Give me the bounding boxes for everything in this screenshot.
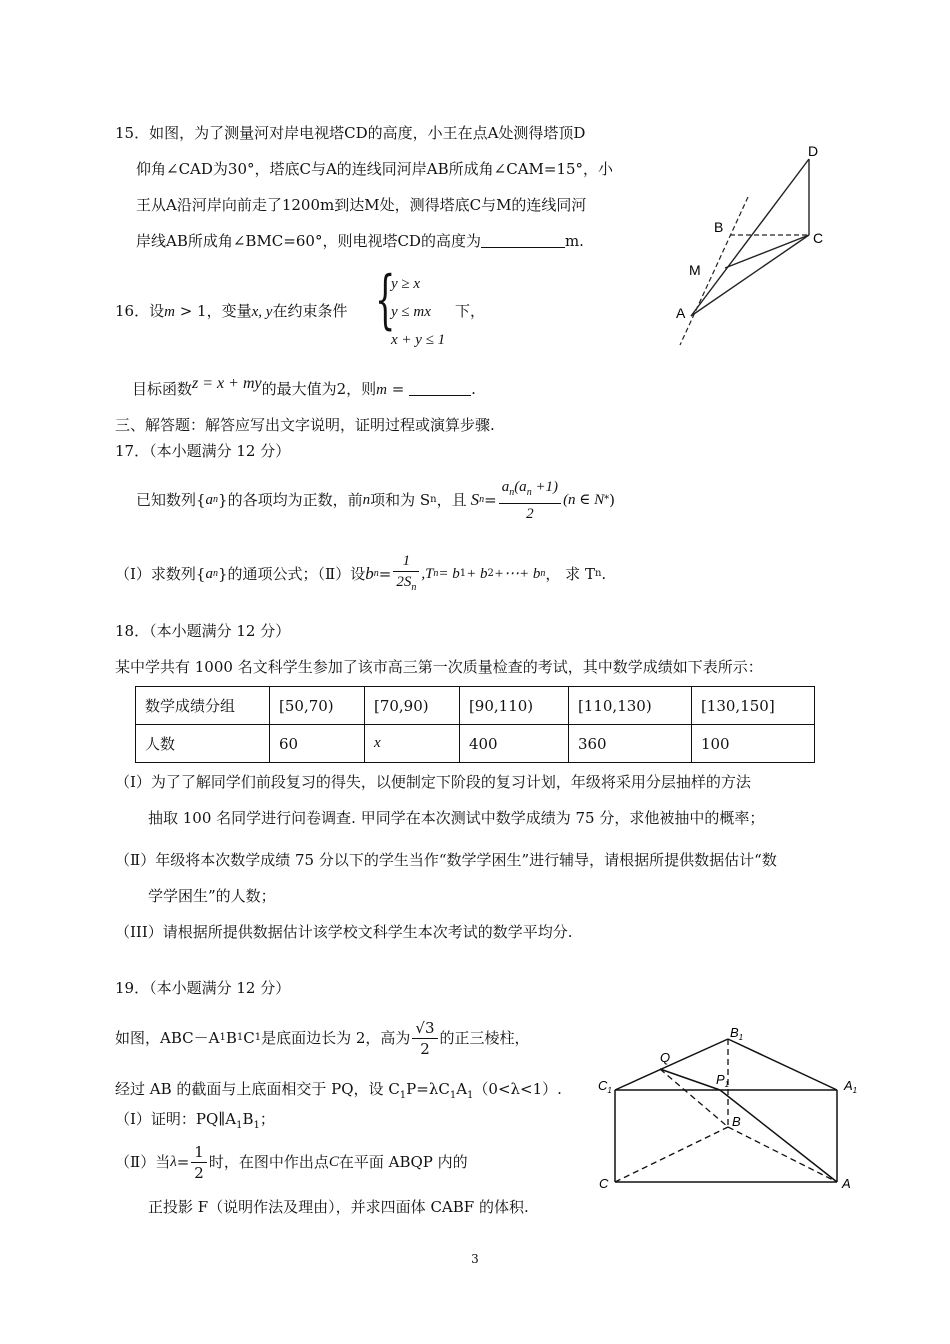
q17-plus-b: + b	[466, 566, 488, 582]
q19-sub-8: 1	[253, 1120, 260, 1131]
q19-l-den: 2	[194, 1163, 204, 1182]
q15-line-1	[115, 122, 585, 144]
q19-l3-a: （Ⅰ）证明：PQ∥A	[115, 1110, 237, 1128]
q16-constraint-1: y ≥ x	[391, 276, 421, 292]
q17-text-a: 已知数列{	[136, 491, 206, 509]
q19-lambda-fraction	[191, 1142, 207, 1183]
label-c1-sub: 1	[607, 1086, 612, 1095]
q17-part1-a: （Ⅰ）求数列{	[115, 565, 206, 583]
q17-Tn-sub: n	[433, 568, 439, 579]
q17-part2-end: .	[601, 565, 607, 583]
q17-domain-close: )	[609, 491, 616, 509]
q19-h-num: √3	[412, 1018, 437, 1039]
section-3-heading: 三、解答题：解答应写出文字说明，证明过程或演算步骤.	[115, 416, 495, 434]
label-b: B	[714, 219, 724, 235]
q19-l3-b: B	[242, 1110, 254, 1128]
q19-text-d: 是底面边长为 2，高为	[261, 1029, 411, 1047]
score-table	[135, 686, 815, 763]
label-p-sub: 1	[724, 1080, 730, 1089]
q19-text-a: 如图，ABC－A	[115, 1029, 220, 1047]
q17-frac-tail: +1)	[531, 478, 559, 495]
q19-sub-5: 1	[449, 1090, 457, 1101]
q17-part2-sub: n	[594, 568, 602, 579]
q17-sn-sub: n	[430, 494, 437, 505]
q19-l4-c: 在平面 ABQP 内的	[338, 1153, 468, 1171]
q19-text-e: 的正三棱柱，	[439, 1029, 530, 1047]
label-d: D	[808, 143, 819, 159]
q19-sub-4: 1	[399, 1090, 407, 1101]
q17-an-2-sub: n	[212, 568, 218, 579]
q19-text-b: B	[225, 1029, 237, 1047]
q19-height-fraction	[412, 1018, 437, 1059]
q17-Tn-rest: = b	[438, 566, 460, 582]
q19-sub-6: 1	[467, 1090, 474, 1101]
q19-lambda: λ	[170, 1154, 177, 1170]
q19-line-1	[115, 1012, 530, 1064]
label-a: A	[676, 305, 686, 321]
q19-l2-a: 经过 AB 的截面与上底面相交于 PQ，设 C	[115, 1080, 400, 1098]
q17-b2-sub: 2	[487, 568, 494, 579]
q16-maxval: 2	[336, 380, 347, 398]
q18-intro: 某中学共有 1000 名文科学生参加了该市高三第一次质量检查的考试，其中数学成绩如下表所示：	[115, 658, 763, 676]
q16-m-var: m	[376, 382, 388, 398]
q15-text-4b: m.	[564, 232, 584, 250]
q16-line2-e: .	[471, 380, 476, 398]
table-cell: 400	[459, 725, 568, 763]
label-m: M	[689, 262, 701, 278]
q19-l3-c: ；	[259, 1110, 275, 1128]
table-cell: [130,150]	[691, 687, 814, 725]
q19-sub-7: 1	[236, 1120, 243, 1131]
q16-line-1	[115, 300, 347, 323]
q19-line-5: 正投影 F（说明作法及理由），并求四面体 CABF 的体积.	[148, 1198, 529, 1216]
edge-cb-hidden	[615, 1127, 728, 1182]
label-a1-main: A	[844, 1078, 853, 1093]
q16-line2-d: =	[387, 380, 410, 398]
q19-line-2	[115, 1078, 562, 1107]
q17-b-fraction	[393, 551, 419, 598]
q16-post: 下，	[455, 302, 486, 320]
q16-objective: z = x + my	[192, 375, 262, 392]
label-b1	[730, 1025, 743, 1042]
q18-part2-line1: （Ⅱ）年级将本次数学成绩 75 分以下的学生当作“数学学困生”进行辅导，请根据所提供数据估计“数	[115, 851, 777, 869]
q18-part1-line2: 抽取 100 名同学进行问卷调查. 甲同学在本次测试中数学成绩为 75 分，求他被抽中的概率；	[148, 809, 765, 827]
q17-Sn-sub: n	[479, 494, 485, 505]
q19-title: 19．（本小题满分 12 分）	[115, 979, 291, 997]
q17-domain-sup: *	[604, 494, 610, 505]
label-p	[716, 1072, 729, 1089]
q17-frac-rest-sub: n	[526, 486, 532, 498]
q17-b1-sub: 1	[459, 568, 467, 579]
q19-sub-1: 1	[219, 1032, 226, 1043]
edge-c1b1	[615, 1039, 728, 1090]
line-ad	[691, 159, 809, 316]
q15-answer-blank[interactable]	[481, 231, 565, 248]
q17-n: n	[362, 492, 371, 508]
q17-bn: b	[365, 564, 374, 583]
q17-frac-den: 2	[526, 505, 534, 522]
q16-pre-a: 设	[149, 302, 165, 320]
edge-ba-hidden	[728, 1127, 837, 1182]
q17-bn2-sub: n	[540, 568, 546, 579]
q17-eq: =	[484, 491, 497, 509]
label-p-main: P	[716, 1072, 725, 1087]
q16-vars: x, y	[251, 304, 273, 320]
table-row	[136, 725, 815, 763]
q19-l-num: 1	[191, 1142, 207, 1163]
q17-domain: (n ∈ N	[563, 492, 605, 508]
q16-number: 16．	[115, 302, 150, 320]
q17-part1-b: }的通项公式；（Ⅱ）设	[217, 565, 366, 583]
q16-pre-b: ，变量	[206, 302, 252, 320]
table-cell: 数学成绩分组	[136, 687, 270, 725]
table-cell: 360	[568, 725, 691, 763]
q17-text-c: 项和为 S	[370, 491, 431, 509]
q15-text-1: 如图，为了测量河对岸电视塔CD的高度，小王在点A处测得塔顶D	[149, 124, 586, 142]
q17-frac-rest: (a	[514, 478, 527, 495]
q19-sub-2: 1	[236, 1032, 244, 1043]
q15-text-4a: 岸线AB所成角∠BMC=60°，则电视塔CD的高度为	[136, 232, 481, 250]
edge-qp	[660, 1069, 720, 1090]
q19-l2-b: P=λC	[406, 1080, 450, 1098]
q15-line-4	[136, 230, 584, 252]
q19-l2-d: （0<λ<1）.	[473, 1080, 562, 1098]
q17-Tn: ,T	[421, 566, 434, 582]
line-ac	[691, 235, 809, 316]
table-row	[136, 687, 815, 725]
q19-prism-figure	[590, 1020, 875, 1195]
label-c1	[598, 1078, 612, 1095]
q16-m: m	[164, 304, 175, 320]
table-cell: [110,130)	[568, 687, 691, 725]
q16-brace: {	[375, 263, 396, 337]
q17-fraction	[499, 477, 561, 524]
q17-title: 17．（本小题满分 12 分）	[115, 442, 291, 460]
q17-frac-a-sub: n	[509, 486, 515, 498]
q18-part3: （III）请根据所提供数据估计该学校文科学生本次考试的数学平均分.	[115, 923, 573, 941]
q17-Sn: S	[470, 490, 480, 509]
q17-text-b: }的各项均为正数，前	[218, 491, 363, 509]
q19-C-var: C	[328, 1154, 339, 1170]
page-number: 3	[471, 1252, 479, 1266]
q19-sub-3: 1	[254, 1032, 262, 1043]
q15-figure	[670, 135, 835, 350]
q17-line-1	[136, 474, 615, 526]
q16-constraint-3: x + y ≤ 1	[391, 332, 446, 348]
label-b1-sub: 1	[738, 1033, 744, 1042]
q16-gt: > 1	[174, 302, 207, 320]
label-q: Q	[660, 1050, 671, 1065]
q18-part2-line2: 学学困生”的人数；	[148, 887, 276, 905]
q17-frac-a: a	[501, 478, 510, 495]
q19-l4-eq: =	[176, 1153, 190, 1171]
q17-bn-sub: n	[373, 568, 379, 579]
q19-l4-b: 时，在图中作出点	[208, 1153, 329, 1171]
q17-bfrac-num: 1	[393, 551, 419, 572]
table-cell: 人数	[136, 725, 270, 763]
table-cell: [70,90)	[364, 687, 459, 725]
label-c: C	[813, 230, 824, 246]
q17-an-sub: n	[213, 494, 219, 505]
edge-pa	[720, 1090, 837, 1182]
q16-answer-blank[interactable]	[409, 379, 471, 396]
label-b1-main: B	[730, 1025, 739, 1040]
q16-line2-c: ，则	[346, 380, 377, 398]
table-cell: [50,70)	[270, 687, 365, 725]
q16-line-2	[132, 375, 476, 401]
q15-line-3: 王从A沿河岸向前走了1200m到达M处，测得塔底C与M的连线同河	[136, 196, 587, 214]
table-cell: [90,110)	[459, 687, 568, 725]
q17-an: a	[205, 492, 214, 508]
table-cell: 100	[691, 725, 814, 763]
label-c: C	[599, 1176, 609, 1191]
q18-part1-line1: （Ⅰ）为了了解同学们前段复习的得失，以便制定下阶段的复习计划，年级将采用分层抽样的方法	[115, 773, 751, 791]
q17-line-2	[115, 548, 606, 600]
q16-constraint-2: y ≤ mx	[391, 304, 431, 320]
q18-title: 18．（本小题满分 12 分）	[115, 622, 291, 640]
label-a1	[843, 1078, 857, 1095]
q19-line-4	[115, 1136, 468, 1188]
q17-eq-2: =	[378, 565, 392, 583]
q17-dots: +⋯+ b	[493, 566, 541, 582]
edge-b1a1	[728, 1039, 837, 1090]
q15-line-2: 仰角∠CAD为30°，塔底C与A的连线同河岸AB所成角∠CAM=15°，小	[136, 160, 614, 178]
label-a1-sub: 1	[852, 1086, 858, 1095]
q17-bfrac-den-sub: n	[411, 581, 417, 593]
q19-text-c: C	[243, 1029, 255, 1047]
table-cell: x	[364, 725, 459, 763]
q17-text-d: ，且	[436, 491, 467, 509]
q16-pre-c: 在约束条件	[272, 302, 348, 320]
q17-bfrac-den: 2S	[396, 573, 412, 590]
q16-line2-a: 目标函数	[132, 380, 193, 398]
q16-line2-b: 的最大值为	[261, 380, 337, 398]
q19-l2-c: A	[456, 1080, 468, 1098]
q19-line-3	[115, 1108, 275, 1137]
label-b: B	[732, 1114, 741, 1129]
q19-l4-a: （Ⅱ）当	[115, 1153, 171, 1171]
q19-h-den: 2	[420, 1039, 430, 1058]
label-a: A	[842, 1176, 851, 1191]
table-cell: 60	[270, 725, 365, 763]
q17-an-2: a	[205, 566, 213, 582]
q15-number: 15．	[115, 124, 150, 142]
q17-part2-c: ， 求 T	[545, 565, 595, 583]
label-c1-main: C	[598, 1078, 608, 1093]
